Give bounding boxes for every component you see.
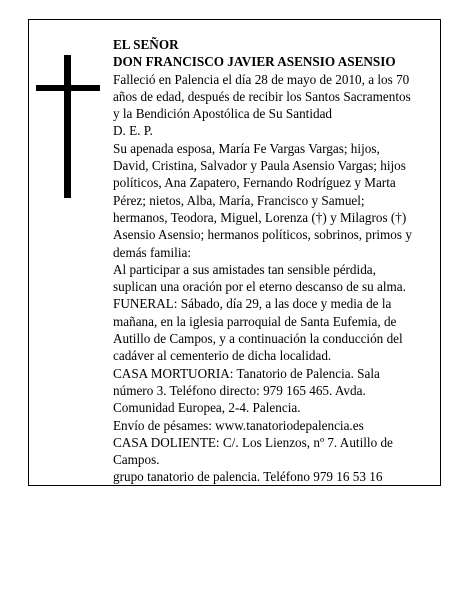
dep-line: D. E. P. <box>113 123 153 139</box>
funeral-home-footer: grupo tanatorio de palencia. Teléfono 979 16 53 16 <box>113 469 383 485</box>
honorific: EL SEÑOR <box>113 37 179 52</box>
funeral-info: FUNERAL: Sábado, día 29, a las doce y media de la mañana, en la iglesia parroquial de Santa Eufemia, de Autillo de Campos, y a continuación la conducción del cadáver al cementerio de dicha localidad. <box>113 296 403 364</box>
deceased-name: DON FRANCISCO JAVIER ASENSIO ASENSIO <box>113 54 396 70</box>
cross-horizontal-bar <box>36 85 100 91</box>
notice-text <box>113 36 413 486</box>
death-announcement: Falleció en Palencia el día 28 de mayo de 2010, a los 70 años de edad, después de recibir los Santos Sacramentos y la Bendición Apostólica de Su Santidad <box>113 71 411 122</box>
mortuary-info: CASA MORTUORIA: Tanatorio de Palencia. Sala número 3. Teléfono directo: 979 165 465. Avda. Comunidad Europea, 2-4. Palencia. <box>113 365 380 416</box>
family-list: Su apenada esposa, María Fe Vargas Vargas; hijos, David, Cristina, Salvador y Paula Asensio Vargas; hijos políticos, Ana Zapatero, Fernando Rodríguez y Marta Pérez; nietos, Alba, María, Francisco y Samuel; hermanos, Teodora, Miguel, Lorenza (†) y Milagros (†) Asensio Asensio; hermanos políticos, sobrinos, primos y demás familia: <box>113 140 412 260</box>
cross-icon <box>36 55 100 198</box>
cross-vertical-bar <box>64 55 71 198</box>
grieving-house-info: CASA DOLIENTE: C/. Los Lienzos, nº 7. Autillo de Campos. <box>113 434 393 468</box>
prayer-request: Al participar a sus amistades tan sensible pérdida, suplican una oración por el eterno descanso de su alma. <box>113 261 406 295</box>
condolences-info: Envío de pésames: www.tanatoriodepalencia.es <box>113 417 364 433</box>
